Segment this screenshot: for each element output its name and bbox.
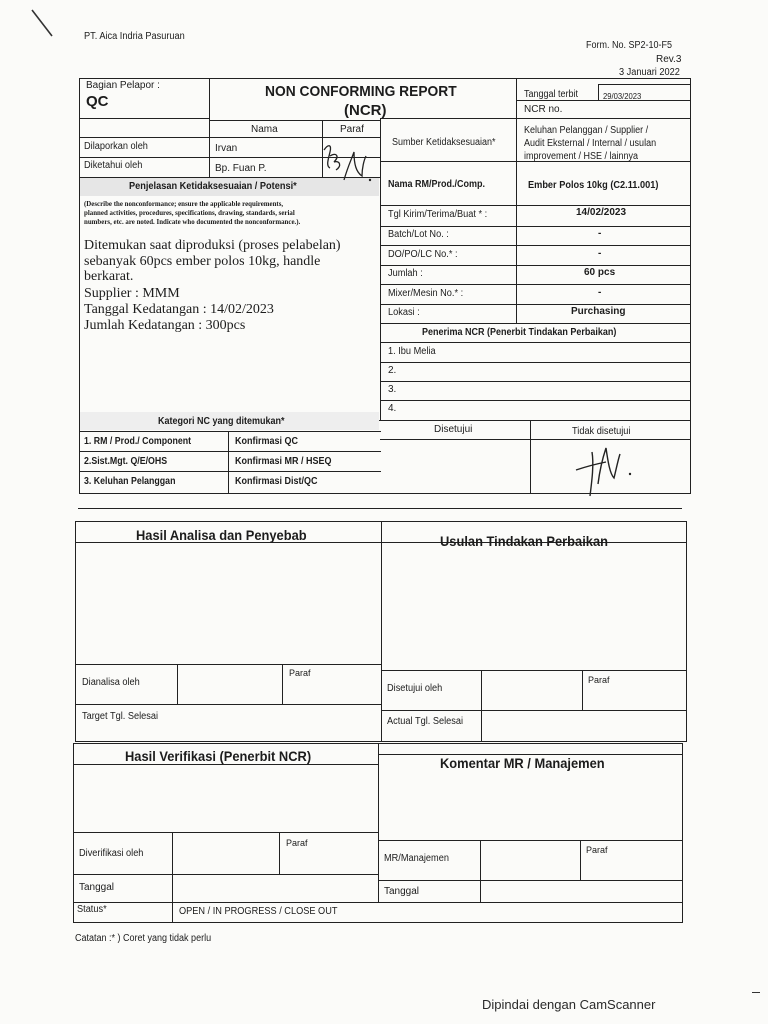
detail-label-batch: Batch/Lot No. :	[388, 229, 449, 240]
approval-signature-icon	[574, 440, 644, 502]
bagian-pelapor-label: Bagian Pelapor :	[86, 80, 160, 91]
verifikasi-tanggal-label: Tanggal	[79, 882, 115, 893]
camscanner-watermark: Dipindai dengan CamScanner	[482, 997, 656, 1012]
ncr-no-label: NCR no.	[524, 104, 563, 115]
bagian-pelapor-value: QC	[86, 93, 109, 110]
kategori-right-1: Konfirmasi QC	[235, 436, 299, 447]
detail-label-mixer: Mixer/Mesin No.* :	[388, 288, 464, 299]
penerima-title: Penerima NCR (Penerbit Tindakan Perbaikan)	[422, 327, 617, 338]
detail-value-lokasi: Purchasing	[571, 306, 626, 317]
detail-value-tgl: 14/02/2023	[576, 207, 627, 218]
penjelasan-instruction-2: planned activities, procedures, specifications, drawing, standards, serial	[84, 208, 295, 217]
sumber-value-3: improvement / HSE / lainnya	[524, 151, 639, 162]
status-label: Status*	[77, 904, 107, 915]
target-label: Target Tgl. Selesai	[82, 711, 159, 722]
detail-label-nama: Nama RM/Prod./Comp.	[388, 179, 486, 190]
mr-manajemen-label: MR/Manajemen	[384, 853, 449, 864]
detail-value-batch: -	[598, 228, 602, 239]
kategori-left-3: 3. Keluhan Pelanggan	[84, 476, 176, 487]
usulan-title: Usulan Tindakan Perbaikan	[440, 533, 608, 549]
komentar-title: Komentar MR / Manajemen	[440, 755, 605, 771]
edge-mark	[752, 992, 760, 993]
penjelasan-supplier: Supplier : MMM	[84, 286, 180, 301]
detail-value-dopo: -	[598, 248, 602, 259]
komentar-paraf-label: Paraf	[586, 845, 608, 855]
disetujui-label: Disetujui	[434, 424, 473, 435]
catatan-note: Catatan :* ) Coret yang tidak perlu	[75, 933, 212, 944]
actual-label: Actual Tgl. Selesai	[387, 716, 464, 727]
diketahui-value: Bp. Fuan P.	[215, 163, 267, 174]
company-name: PT. Aica Indria Pasuruan	[84, 31, 185, 42]
penjelasan-instruction-1: (Describe the nonconformance; ensure the applicable requirements,	[84, 199, 284, 208]
dianalisa-label: Dianalisa oleh	[82, 677, 140, 688]
signature-icon	[318, 136, 374, 190]
paraf-header: Paraf	[340, 124, 364, 135]
penjelasan-tanggal-kedatangan: Tanggal Kedatangan : 14/02/2023	[84, 302, 274, 317]
verifikasi-paraf-label: Paraf	[286, 838, 308, 848]
analisa-title: Hasil Analisa dan Penyebab	[136, 527, 307, 543]
penjelasan-title: Penjelasan Ketidaksesuaian / Potensi*	[129, 181, 297, 192]
penjelasan-text-3: berkarat.	[84, 269, 134, 284]
detail-value-jumlah: 60 pcs	[584, 267, 616, 278]
sumber-label: Sumber Ketidaksesuaian*	[392, 137, 496, 148]
scan-mark-icon	[28, 6, 58, 40]
nama-header: Nama	[251, 124, 278, 135]
kategori-left-2: 2.Sist.Mgt. Q/E/OHS	[84, 456, 168, 467]
detail-value-nama: Ember Polos 10kg (C2.11.001)	[528, 180, 659, 191]
kategori-title: Kategori NC yang ditemukan*	[158, 416, 285, 427]
analisa-paraf-label: Paraf	[289, 668, 311, 678]
dilaporkan-label: Dilaporkan oleh	[84, 141, 148, 152]
penjelasan-jumlah-kedatangan: Jumlah Kedatangan : 300pcs	[84, 318, 246, 333]
detail-label-dopo: DO/PO/LC No.* :	[388, 249, 458, 260]
report-title: NON CONFORMING REPORT	[265, 83, 457, 100]
penjelasan-text-1: Ditemukan saat diproduksi (proses pelabelan)	[84, 238, 341, 253]
tanggal-terbit-label: Tanggal terbit	[524, 89, 579, 100]
verifikasi-title: Hasil Verifikasi (Penerbit NCR)	[125, 748, 312, 764]
tanggal-terbit-value: 29/03/2023	[603, 91, 642, 101]
form-number: Form. No. SP2-10-F5	[586, 40, 673, 51]
sumber-value-1: Keluhan Pelanggan / Supplier /	[524, 125, 649, 136]
kategori-right-2: Konfirmasi MR / HSEQ	[235, 456, 332, 467]
diketahui-label: Diketahui oleh	[84, 160, 143, 171]
penerima-item-3: 3.	[388, 384, 397, 395]
kategori-left-1: 1. RM / Prod./ Component	[84, 436, 192, 447]
detail-label-jumlah: Jumlah :	[388, 268, 423, 279]
report-subtitle: (NCR)	[344, 102, 387, 119]
usulan-paraf-label: Paraf	[588, 675, 610, 685]
komentar-tanggal-label: Tanggal	[384, 886, 420, 897]
detail-label-tgl: Tgl Kirim/Terima/Buat * :	[388, 209, 488, 220]
penerima-item-2: 2.	[388, 365, 397, 376]
detail-label-lokasi: Lokasi :	[388, 307, 420, 318]
detail-value-mixer: -	[598, 287, 602, 298]
disetujui-oleh-label: Disetujui oleh	[387, 683, 443, 694]
penjelasan-text-2: sebanyak 60pcs ember polos 10kg, handle	[84, 254, 321, 269]
tidak-disetujui-label: Tidak disetujui	[572, 426, 631, 437]
diverifikasi-label: Diverifikasi oleh	[79, 848, 144, 859]
penerima-item-1: 1. Ibu Melia	[388, 346, 436, 357]
form-revision: Rev.3	[656, 54, 682, 65]
dilaporkan-value: Irvan	[215, 143, 238, 154]
penerima-item-4: 4.	[388, 403, 397, 414]
kategori-right-3: Konfirmasi Dist/QC	[235, 476, 318, 487]
form-date: 3 Januari 2022	[619, 67, 680, 78]
penjelasan-instruction-3: numbers, etc. are noted. Indicate who documented the nonconformance.).	[84, 217, 301, 226]
sumber-value-2: Audit Eksternal / Internal / usulan	[524, 138, 657, 149]
status-value: OPEN / IN PROGRESS / CLOSE OUT	[179, 906, 338, 917]
